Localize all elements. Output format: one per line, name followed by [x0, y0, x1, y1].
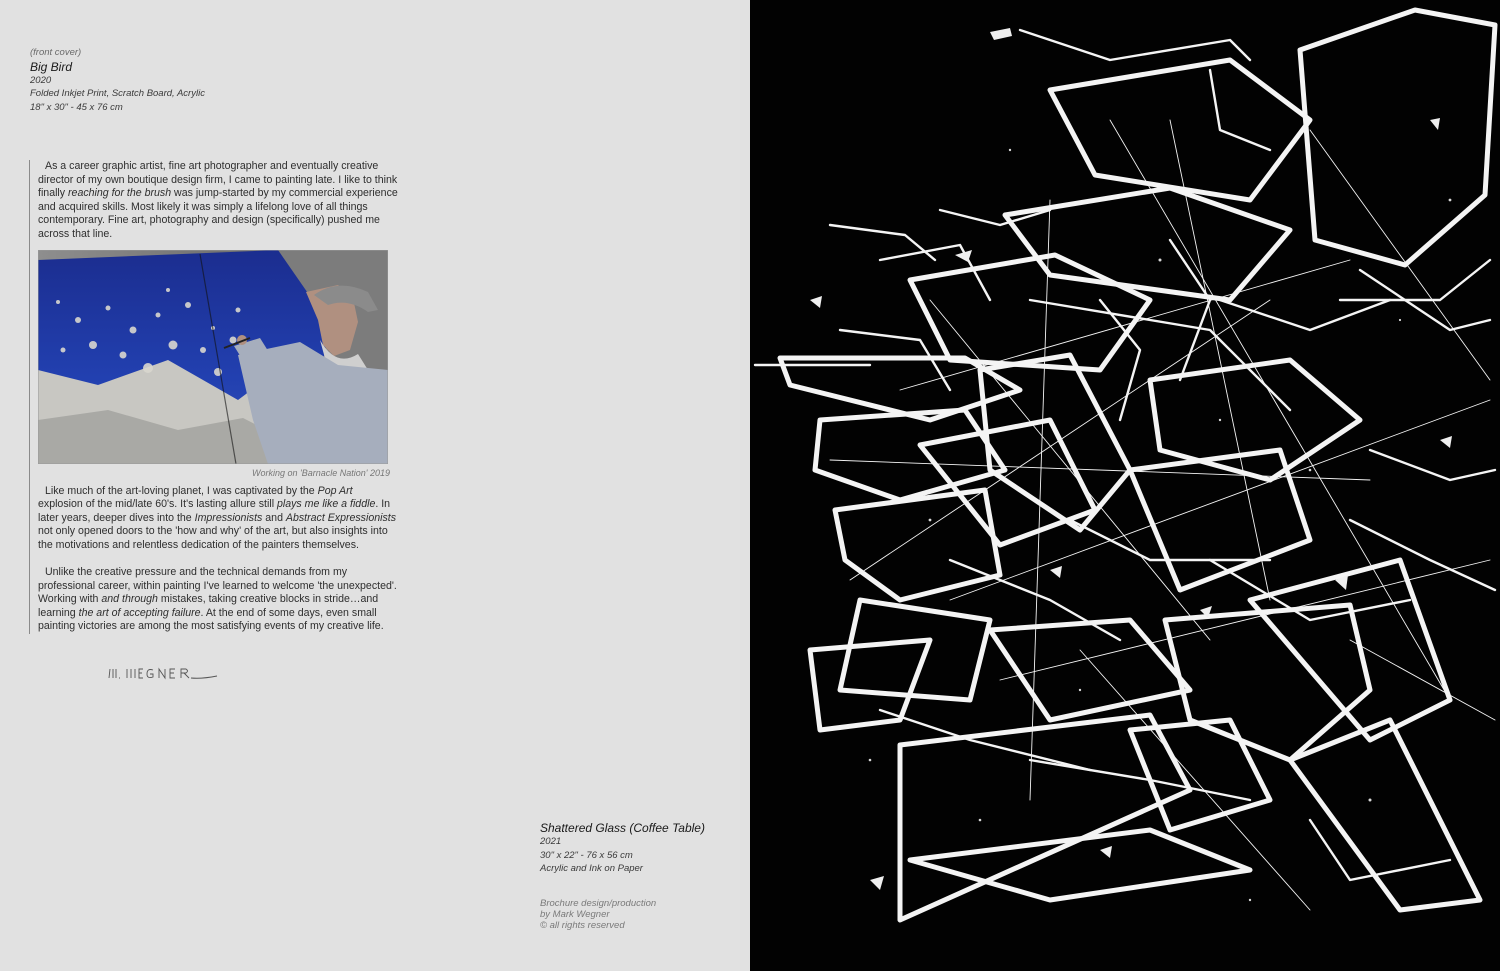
photo-caption: Working on 'Barnacle Nation' 2019: [251, 468, 390, 478]
front-cover-caption: [30, 46, 205, 114]
artwork-year: 2021: [540, 836, 562, 847]
front-cover-medium: Folded Inkjet Print, Scratch Board, Acrylic: [30, 88, 205, 99]
artwork-medium: Acrylic and Ink on Paper: [540, 863, 643, 874]
front-cover-label: (front cover): [30, 47, 82, 58]
front-cover-dimensions: 18" x 30" - 45 x 76 cm: [30, 101, 123, 113]
essay-paragraph-1: As a career graphic artist, fine art photographer and eventually creative director of my own boutique design firm, I came to painting late. I like to think finally reaching for the brush was jump-started by my commercial experience and acquired skills. Most likely it was simply a lifelong love of all things contemporary. Fine art, photography and design (specifically) pushed me across that line.: [38, 160, 398, 240]
right-page: [750, 0, 1500, 971]
production-credit: [540, 898, 656, 931]
shattered-glass-artwork: [750, 0, 1500, 971]
credit-line-1: Brochure design/production: [540, 898, 657, 909]
studio-photo: [38, 250, 388, 464]
essay-paragraph-2: Like much of the art-loving planet, I was captivated by the Pop Art explosion of the mid/late 60's. It's lasting allure still plays me like a fiddle. In later years, deeper dives into the Impressionists and Abstract Expressionists not only opened doors to the 'how and why' of the art, but also insights into the motivations and relentless dedication of the painters themselves.: [38, 484, 397, 551]
artist-essay: [29, 160, 400, 634]
artwork-title: Shattered Glass (Coffee Table): [540, 821, 705, 835]
artwork-caption: [540, 821, 705, 876]
artist-signature: [107, 664, 219, 684]
front-cover-year: 2020: [30, 74, 52, 86]
front-cover-title: Big Bird: [30, 59, 73, 74]
essay-paragraph-3: Unlike the creative pressure and the technical demands from my professional career, within painting I've learned to welcome 'the unexpected'. Working with and through mistakes, taking creative blocks in stride…and learning the art of accepting failure. At the end of some days, even small painting victories are among the most satisfying events of my creative life.: [38, 566, 397, 632]
credit-line-3: © all rights reserved: [540, 920, 625, 931]
credit-line-2: by Mark Wegner: [540, 909, 610, 920]
artwork-dimensions: 30" x 22" - 76 x 56 cm: [540, 849, 633, 861]
